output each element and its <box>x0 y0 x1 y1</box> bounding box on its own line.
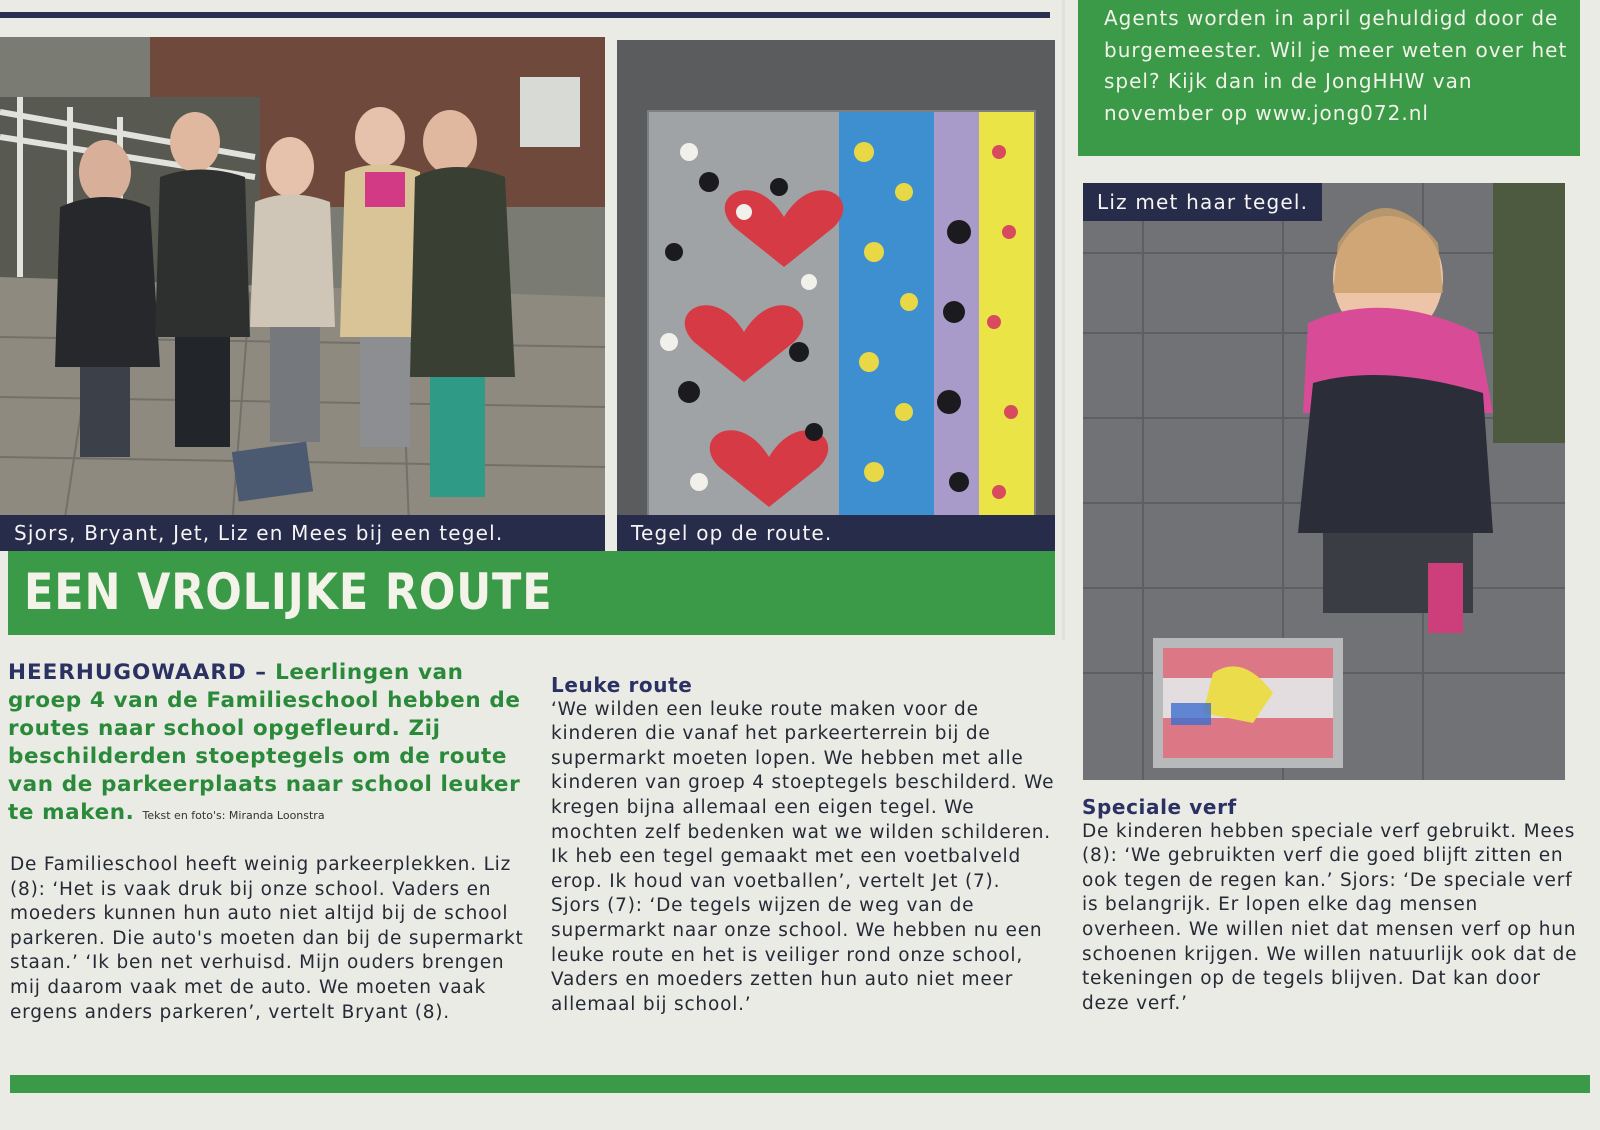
group-photo-caption: Sjors, Bryant, Jet, Liz en Mees bij een tegel. <box>0 515 605 551</box>
column-3 <box>1082 795 1582 1016</box>
section-heading-leuke-route: Leuke route <box>551 673 693 697</box>
top-rule <box>0 12 1050 18</box>
column-gap <box>1062 0 1065 640</box>
column-2-text: ‘We wilden een leuke route maken voor de kinderen die vanaf het parkeerterrein bij de supermarkt moeten lopen. We hebben met alle kinderen van groep 4 stoeptegels beschilderd. We kregen bijna allemaal een eigen tegel. We mochten zelf bedenken wat we wilden schilderen. Ik heb een tegel gemaakt met een voetbalveld erop. Ik houd van voetballen’, vertelt Jet (7). Sjors (7): ‘De tegels wijzen de weg van de supermarkt naar onze school. We hebben nu een leuke route en het is veiliger rond onze school, Vaders en moeders zetten hun auto niet meer allemaal bij school.’ <box>551 698 1055 1015</box>
lead-text: Leerlingen van groep 4 van de Familieschool hebben de routes naar school opgefleurd. Zij beschilderden stoeptegels om de route van de parkeerplaats naar school leuker te maken. <box>8 660 521 825</box>
info-box <box>1078 0 1580 156</box>
dateline: HEERHUGOWAARD – <box>8 660 267 685</box>
column-1 <box>10 853 530 1025</box>
painted-tile <box>647 110 1036 524</box>
bottom-rule <box>10 1075 1590 1093</box>
headline-banner <box>8 551 1055 635</box>
section-heading-speciale-verf: Speciale verf <box>1082 795 1237 819</box>
tile-hearts <box>649 112 1034 522</box>
tile-photo-caption: Tegel op de route. <box>617 515 1055 551</box>
article-headline: EEN VROLIJKE ROUTE <box>24 563 553 621</box>
liz-photo-caption: Liz met haar tegel. <box>1083 183 1322 221</box>
photo-credit: Tekst en foto's: Miranda Loonstra <box>142 809 325 822</box>
column-2 <box>551 673 1056 1017</box>
liz-photo <box>1083 183 1565 780</box>
info-box-text: Agents worden in april gehuldigd door de burgemeester. Wil je meer weten over het spel? Kijk dan in de JongHHW van november op www.jong072.nl <box>1104 6 1568 125</box>
group-photo <box>0 37 605 551</box>
group-photo-image <box>0 37 605 551</box>
column-1-text: De Familieschool heeft weinig parkeerplekken. Liz (8): ‘Het is vaak druk bij onze school. Vaders en moeders kunnen hun auto niet altijd bij de school parkeren. Die auto's moeten dan bij de supermarkt staan.’ ‘Ik ben net verhuisd. Mijn ouders brengen mij daarom vaak met de auto. We moeten vaak ergens anders parkeren’, vertelt Bryant (8). <box>10 854 524 1023</box>
article-lead <box>8 659 528 830</box>
column-3-text: De kinderen hebben speciale verf gebruikt. Mees (8): ‘We gebruikten verf die goed blijft zitten en ook tegen de regen kan.’ Sjors: ‘De speciale verf is belangrijk. Er lopen elke dag mensen overheen. We willen niet dat mensen verf op hun schoenen krijgen. We willen natuurlijk ook dat de tekeningen op de tegels blijven. Dat kan door deze verf.’ <box>1082 820 1578 1014</box>
tile-photo <box>617 40 1055 551</box>
liz-photo-image <box>1083 183 1565 780</box>
